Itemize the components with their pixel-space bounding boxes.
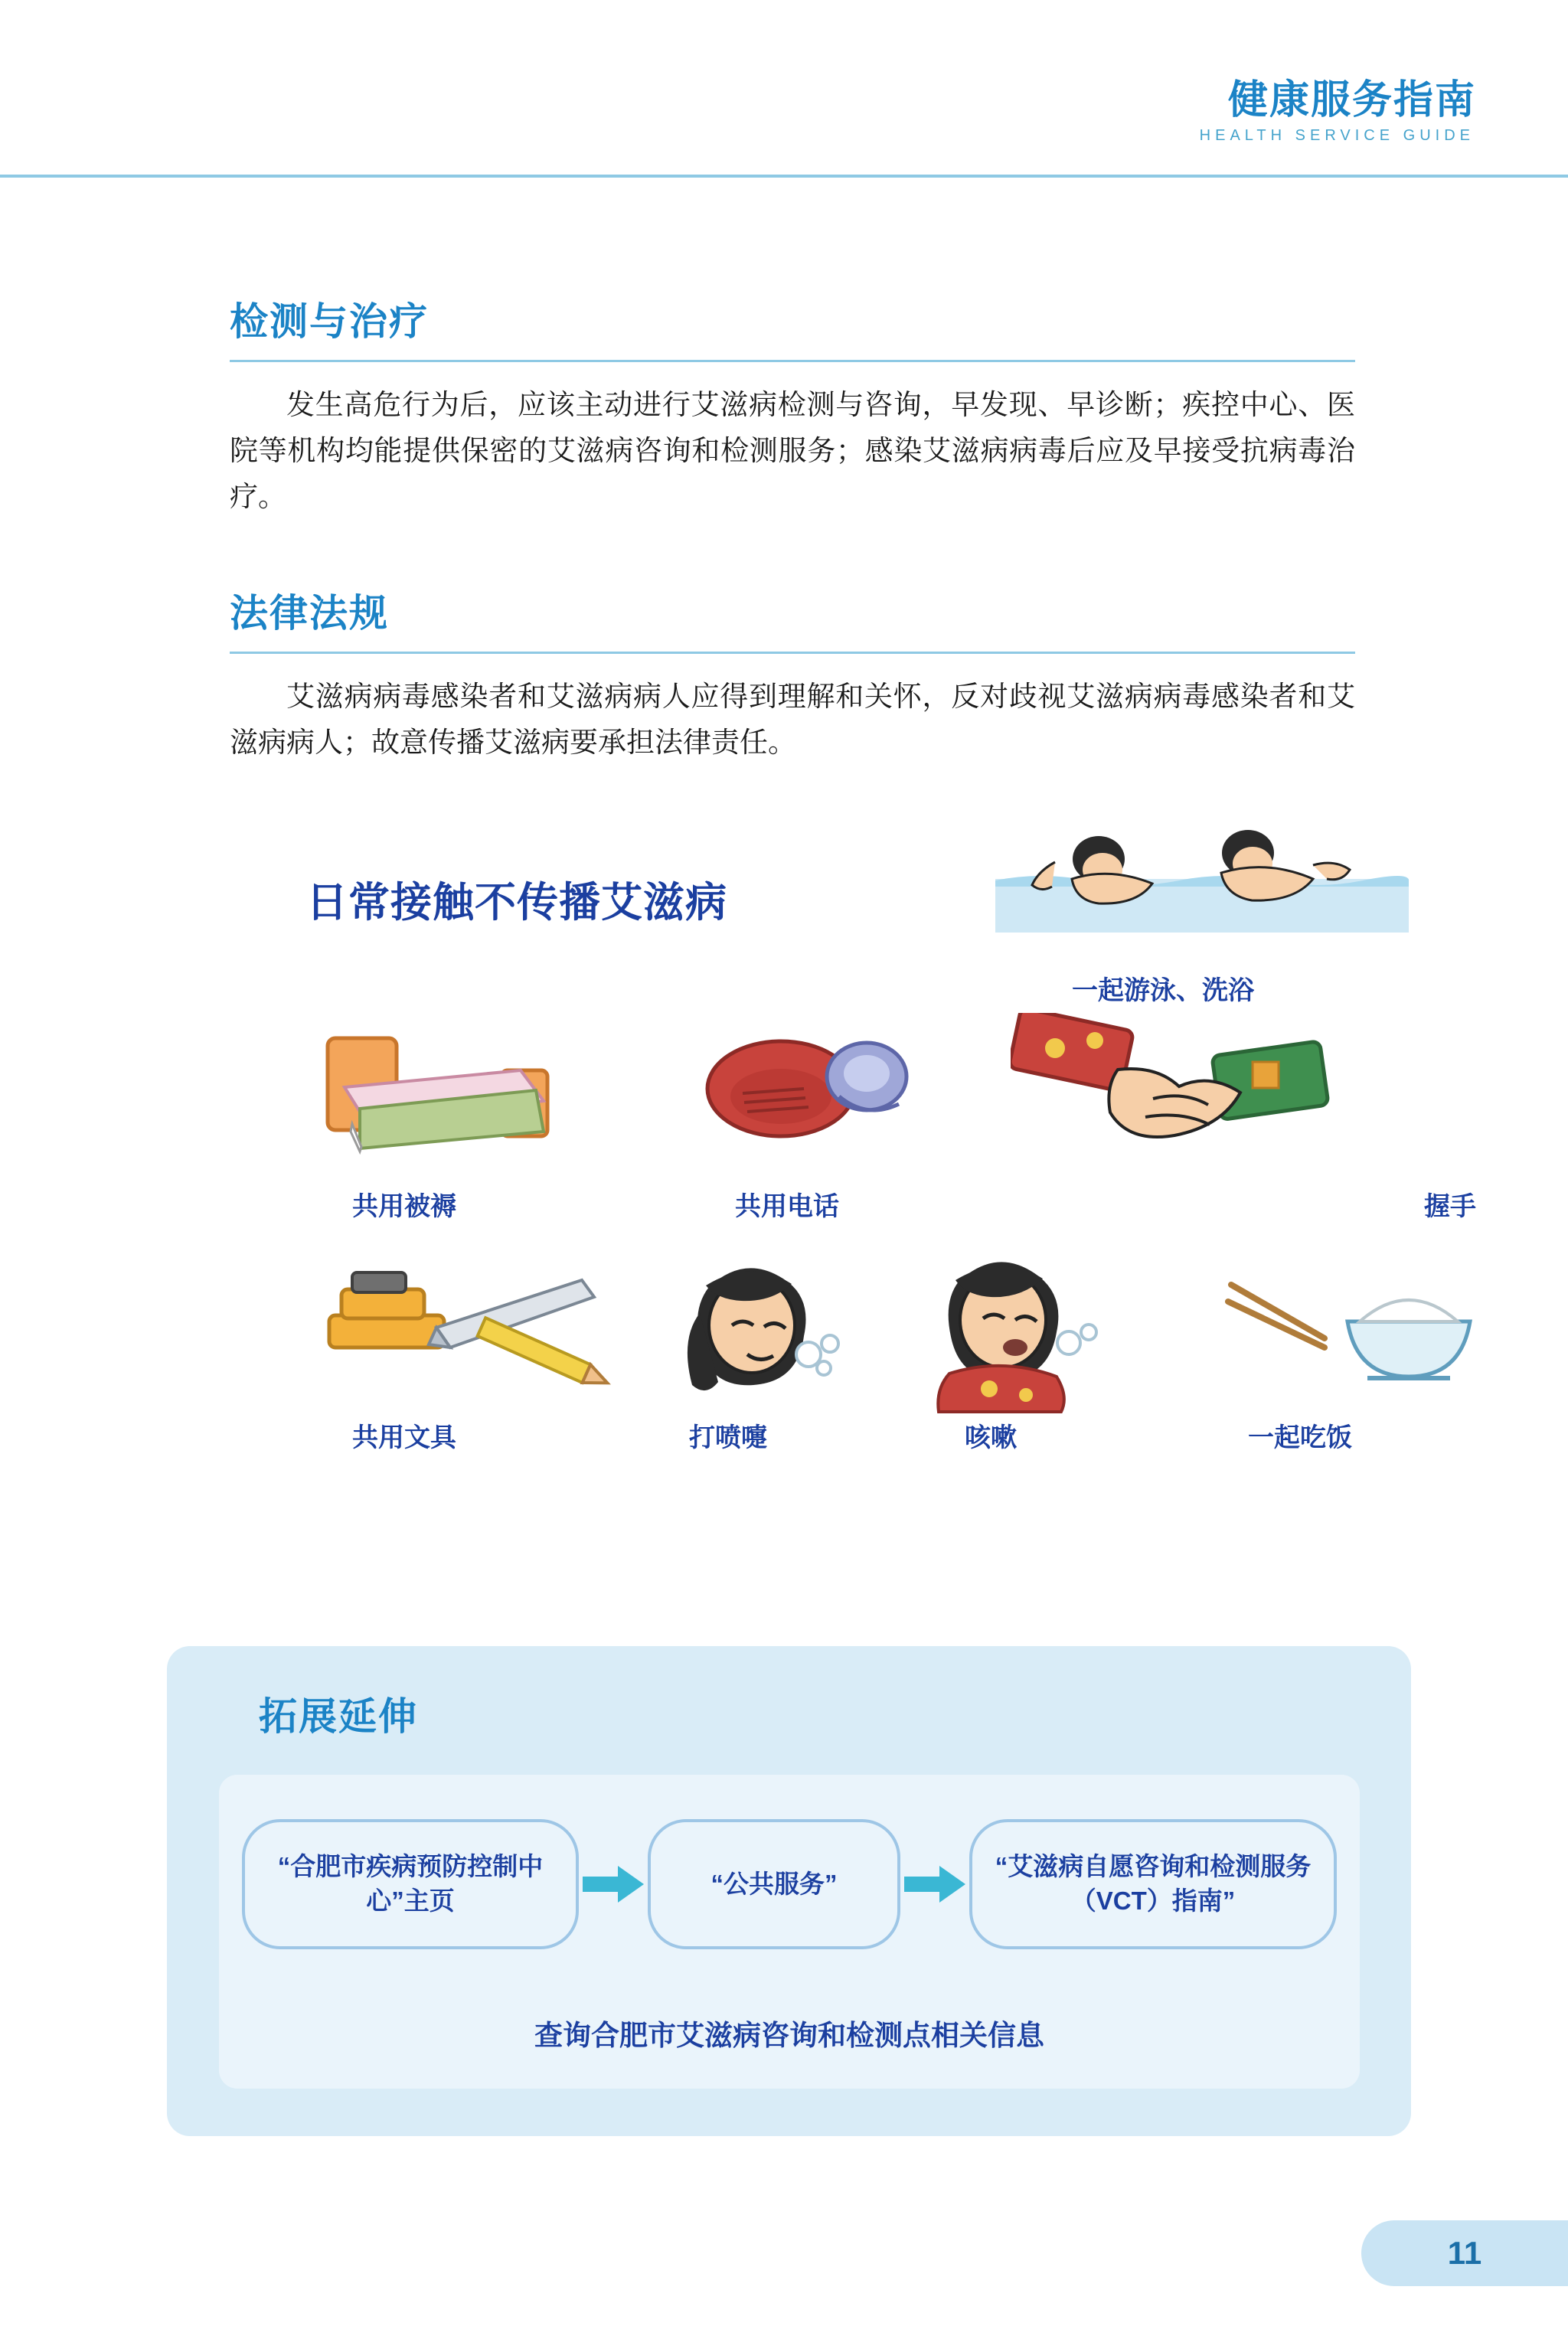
illustration-title: 日常接触不传播艾滋病 [306, 879, 727, 926]
caption-handshake: 握手 [1424, 1191, 1476, 1221]
flow-node-vct-guide[interactable]: “艾滋病自愿咨询和检测服务（VCT）指南” [969, 1819, 1337, 1949]
swimming-icon [995, 825, 1409, 959]
caption-eat: 一起吃饭 [1248, 1423, 1352, 1452]
header-subtitle: HEALTH SERVICE GUIDE [1199, 127, 1475, 144]
arrow-right-icon [900, 1861, 969, 1907]
section-body: 发生高危行为后，应该主动进行艾滋病检测与咨询，早发现、早诊断；疾控中心、医院等机构均能提供保密的艾滋病咨询和检测服务；感染艾滋病病毒后应及早接受抗病毒治疗。 [230, 389, 1355, 512]
section-body: 艾滋病病毒感染者和艾滋病病人应得到理解和关怀，反对歧视艾滋病病毒感染者和艾滋病病人；故意传播艾滋病要承担法律责任。 [230, 680, 1355, 758]
panel-inner [219, 1775, 1360, 2089]
header-divider [0, 175, 1568, 178]
page-number: 11 [1361, 2220, 1568, 2286]
section-divider [230, 652, 1355, 654]
handshake-icon [1011, 1013, 1332, 1178]
section-detection-treatment [230, 291, 1355, 520]
caption-swim: 一起游泳、洗浴 [1072, 975, 1254, 1005]
page-header [0, 0, 1568, 180]
bedding-icon [314, 1017, 559, 1174]
caption-stationery: 共用文具 [352, 1423, 456, 1452]
flow-node-public-service[interactable]: “公共服务” [648, 1819, 900, 1949]
arrow-right-icon [579, 1861, 648, 1907]
section-divider [230, 360, 1355, 362]
panel-footer-text: 查询合肥市艾滋病咨询和检测点相关信息 [534, 2020, 1044, 2051]
cough-icon [919, 1239, 1110, 1419]
panel-title: 拓展延伸 [259, 1695, 418, 1738]
section-heading: 法律法规 [230, 591, 389, 635]
flow-node-homepage[interactable]: “合肥市疾病预防控制中心”主页 [242, 1819, 579, 1949]
section-laws-regulations [230, 583, 1355, 766]
extension-panel [167, 1646, 1411, 2136]
telephone-icon [689, 1023, 919, 1172]
page-content [230, 291, 1476, 1453]
illustration-block [230, 825, 1476, 1453]
caption-cough: 咳嗽 [965, 1423, 1017, 1452]
stationery-icon [322, 1254, 612, 1403]
caption-sneeze: 打喷嚏 [689, 1423, 767, 1452]
caption-phone: 共用电话 [735, 1191, 839, 1221]
flow-diagram [219, 1811, 1360, 1957]
header-title: 健康服务指南 [1227, 78, 1476, 122]
eating-icon [1217, 1254, 1478, 1403]
section-heading: 检测与治疗 [230, 300, 429, 343]
sneeze-icon [666, 1243, 858, 1415]
caption-bedding: 共用被褥 [352, 1191, 456, 1221]
spacer [230, 520, 1355, 583]
